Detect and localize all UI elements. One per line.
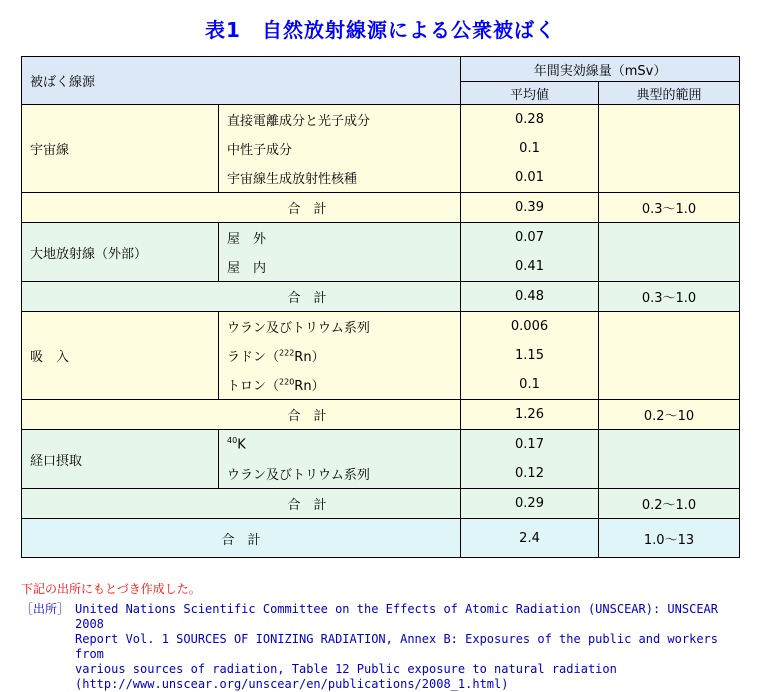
group-name: 大地放射線（外部） [22, 223, 219, 282]
source-label: ［出所］ [21, 602, 70, 616]
item-label: 屋 外 [219, 223, 461, 253]
table-row [22, 312, 740, 342]
item-value: 0.1 [461, 134, 599, 163]
grand-total-row [22, 519, 740, 558]
subtotal-row [22, 489, 740, 519]
item-range [599, 163, 740, 193]
grand-total-value: 2.4 [461, 519, 599, 558]
source-line: (http://www.unscear.org/unscear/en/publications/2008_1.html) [75, 677, 509, 691]
table-row [22, 223, 740, 253]
subtotal-value: 0.48 [461, 282, 599, 312]
header-average: 平均値 [461, 82, 599, 105]
item-range [599, 312, 740, 342]
source-line: various sources of radiation, Table 12 Public exposure to natural radiation [75, 662, 617, 676]
item-label: ウラン及びトリウム系列 [219, 459, 461, 489]
item-value: 0.28 [461, 105, 599, 135]
item-range [599, 430, 740, 460]
item-value: 0.17 [461, 430, 599, 460]
item-range [599, 134, 740, 163]
subtotal-row [22, 400, 740, 430]
item-value: 0.41 [461, 252, 599, 282]
subtotal-label: 合 計 [22, 193, 461, 223]
item-label: 屋 内 [219, 252, 461, 282]
subtotal-label: 合 計 [22, 282, 461, 312]
item-range [599, 459, 740, 489]
basis-note: 下記の出所にもとづき作成した。 [21, 582, 201, 596]
item-value: 0.006 [461, 312, 599, 342]
header-range: 典型的範囲 [599, 82, 740, 105]
subtotal-value: 0.39 [461, 193, 599, 223]
subtotal-range: 0.3～1.0 [599, 193, 740, 223]
subtotal-label: 合 計 [22, 400, 461, 430]
item-label: トロン（$^{220}$Rn） [219, 370, 461, 400]
item-label: 中性子成分 [219, 134, 461, 163]
subtotal-range: 0.2～10 [599, 400, 740, 430]
item-label: ラドン（$^{222}$Rn） [219, 341, 461, 370]
item-range [599, 252, 740, 282]
item-value: 1.15 [461, 341, 599, 370]
grand-total-label: 合 計 [22, 519, 461, 558]
dose-table [21, 56, 740, 558]
group-name: 吸 入 [22, 312, 219, 400]
subtotal-row [22, 282, 740, 312]
item-value: 0.1 [461, 370, 599, 400]
subtotal-label: 合 計 [22, 489, 461, 519]
item-range [599, 223, 740, 253]
group-name: 経口摂取 [22, 430, 219, 489]
item-label: 宇宙線生成放射性核種 [219, 163, 461, 193]
source-line: Report Vol. 1 SOURCES OF IONIZING RADIATION, Annex B: Exposures of the public and workers from [75, 632, 718, 661]
grand-total-range: 1.0～13 [599, 519, 740, 558]
item-label: $^{40}$K [219, 430, 461, 460]
group-name: 宇宙線 [22, 105, 219, 193]
source-line: United Nations Scientific Committee on the Effects of Atomic Radiation (UNSCEAR): UNSCEAR 2008 [75, 602, 718, 631]
item-value: 0.07 [461, 223, 599, 253]
item-range [599, 341, 740, 370]
subtotal-row [22, 193, 740, 223]
item-label: ウラン及びトリウム系列 [219, 312, 461, 342]
page-title: 表1 自然放射線源による公衆被ばく [205, 18, 556, 42]
table-row [22, 430, 740, 460]
item-range [599, 105, 740, 135]
table-row [22, 105, 740, 135]
subtotal-range: 0.2～1.0 [599, 489, 740, 519]
item-value: 0.01 [461, 163, 599, 193]
header-source: 被ばく線源 [22, 57, 461, 105]
subtotal-value: 0.29 [461, 489, 599, 519]
subtotal-range: 0.3～1.0 [599, 282, 740, 312]
header-dose-group: 年間実効線量（mSv） [461, 57, 740, 82]
subtotal-value: 1.26 [461, 400, 599, 430]
item-value: 0.12 [461, 459, 599, 489]
item-label: 直接電離成分と光子成分 [219, 105, 461, 135]
item-range [599, 370, 740, 400]
